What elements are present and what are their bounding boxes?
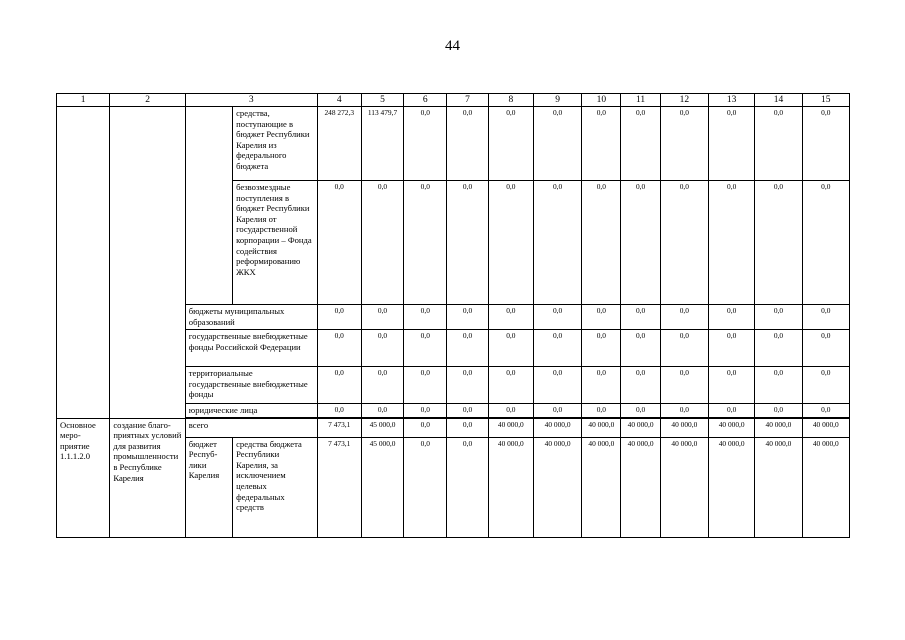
header-cell: 11 [621, 94, 660, 107]
value-cell: 0,0 [533, 107, 581, 181]
value-cell: 0,0 [709, 404, 755, 418]
source-label: государственные внебюджетные фонды Российской Федерации [185, 330, 317, 367]
value-cell: 0,0 [404, 330, 447, 367]
value-cell: 0,0 [317, 181, 361, 305]
value-cell: 0,0 [582, 107, 621, 181]
value-cell: 0,0 [621, 305, 660, 330]
value-cell: 40 000,0 [755, 437, 802, 537]
value-cell: 0,0 [709, 305, 755, 330]
value-cell: 0,0 [621, 404, 660, 418]
source-label: всего [185, 418, 317, 437]
value-cell: 0,0 [447, 305, 488, 330]
value-cell: 0,0 [755, 404, 802, 418]
value-cell: 0,0 [802, 404, 849, 418]
header-cell: 10 [582, 94, 621, 107]
value-cell: 0,0 [488, 404, 533, 418]
value-cell: 0,0 [709, 181, 755, 305]
value-cell: 0,0 [660, 367, 708, 404]
value-cell: 0,0 [802, 107, 849, 181]
value-cell: 40 000,0 [582, 418, 621, 437]
value-cell: 0,0 [447, 437, 488, 537]
header-cell: 5 [361, 94, 403, 107]
value-cell: 0,0 [404, 437, 447, 537]
value-cell: 0,0 [755, 330, 802, 367]
value-cell: 40 000,0 [621, 437, 660, 537]
value-cell: 0,0 [404, 418, 447, 437]
value-cell: 0,0 [488, 107, 533, 181]
value-cell: 0,0 [447, 181, 488, 305]
value-cell: 0,0 [621, 367, 660, 404]
empty-cell [57, 107, 110, 419]
value-cell: 40 000,0 [533, 437, 581, 537]
value-cell: 0,0 [582, 404, 621, 418]
source-label: средства, поступающие в бюджет Республики Карелия из федерального бюджета [233, 107, 318, 181]
empty-cell [185, 107, 232, 305]
header-cell: 13 [709, 94, 755, 107]
value-cell: 0,0 [582, 367, 621, 404]
value-cell: 0,0 [317, 330, 361, 367]
value-cell: 0,0 [447, 107, 488, 181]
value-cell: 0,0 [755, 305, 802, 330]
value-cell: 0,0 [447, 330, 488, 367]
value-cell: 0,0 [447, 418, 488, 437]
source-label: средства бюджета Республики Карелия, за исключением целевых федеральных средств [233, 437, 318, 537]
value-cell: 40 000,0 [488, 418, 533, 437]
value-cell: 0,0 [317, 404, 361, 418]
value-cell: 40 000,0 [709, 418, 755, 437]
value-cell: 0,0 [317, 305, 361, 330]
value-cell: 0,0 [447, 404, 488, 418]
header-cell: 9 [533, 94, 581, 107]
value-cell: 0,0 [802, 181, 849, 305]
header-cell: 1 [57, 94, 110, 107]
value-cell: 0,0 [755, 107, 802, 181]
value-cell: 0,0 [488, 330, 533, 367]
value-cell: 0,0 [533, 330, 581, 367]
value-cell: 0,0 [621, 107, 660, 181]
funding-table [56, 93, 850, 538]
value-cell: 0,0 [317, 367, 361, 404]
value-cell: 0,0 [361, 305, 403, 330]
value-cell: 0,0 [582, 330, 621, 367]
value-cell: 0,0 [404, 404, 447, 418]
header-cell: 7 [447, 94, 488, 107]
value-cell: 0,0 [660, 181, 708, 305]
value-cell: 40 000,0 [802, 418, 849, 437]
value-cell: 0,0 [404, 367, 447, 404]
value-cell: 0,0 [404, 181, 447, 305]
header-cell: 14 [755, 94, 802, 107]
header-cell: 2 [110, 94, 185, 107]
value-cell: 40 000,0 [709, 437, 755, 537]
value-cell: 40 000,0 [755, 418, 802, 437]
value-cell: 0,0 [660, 305, 708, 330]
header-cell: 12 [660, 94, 708, 107]
value-cell: 7 473,1 [317, 437, 361, 537]
source-label: бюджеты муниципальных образований [185, 305, 317, 330]
event-number: Основное мероприятие 1.1.1.2.0 [57, 418, 110, 537]
value-cell: 0,0 [755, 367, 802, 404]
value-cell: 45 000,0 [361, 418, 403, 437]
value-cell: 0,0 [621, 330, 660, 367]
value-cell: 0,0 [660, 404, 708, 418]
value-cell: 0,0 [533, 367, 581, 404]
value-cell: 0,0 [533, 404, 581, 418]
source-label: бюджет Республики Карелия [185, 437, 232, 537]
value-cell: 0,0 [488, 367, 533, 404]
header-cell: 8 [488, 94, 533, 107]
value-cell: 248 272,3 [317, 107, 361, 181]
value-cell: 0,0 [361, 404, 403, 418]
value-cell: 40 000,0 [660, 418, 708, 437]
value-cell: 0,0 [404, 107, 447, 181]
value-cell: 40 000,0 [621, 418, 660, 437]
source-label: безвозмездные поступления в бюджет Республики Карелия от государственной корпорации – Фонда содействия реформированию ЖКХ [233, 181, 318, 305]
source-label: юридические лица [185, 404, 317, 418]
value-cell: 40 000,0 [488, 437, 533, 537]
value-cell: 7 473,1 [317, 418, 361, 437]
value-cell: 0,0 [802, 330, 849, 367]
value-cell: 0,0 [660, 107, 708, 181]
value-cell: 0,0 [660, 330, 708, 367]
value-cell: 45 000,0 [361, 437, 403, 537]
empty-cell [110, 107, 185, 419]
value-cell: 0,0 [533, 305, 581, 330]
value-cell: 0,0 [361, 181, 403, 305]
header-row [57, 94, 850, 107]
header-cell: 4 [317, 94, 361, 107]
value-cell: 0,0 [755, 181, 802, 305]
value-cell: 0,0 [802, 367, 849, 404]
value-cell: 0,0 [488, 181, 533, 305]
value-cell: 0,0 [533, 181, 581, 305]
value-cell: 0,0 [582, 181, 621, 305]
value-cell: 0,0 [709, 367, 755, 404]
value-cell: 113 479,7 [361, 107, 403, 181]
value-cell: 0,0 [361, 330, 403, 367]
value-cell: 0,0 [709, 330, 755, 367]
value-cell: 0,0 [582, 305, 621, 330]
value-cell: 40 000,0 [660, 437, 708, 537]
value-cell: 0,0 [488, 305, 533, 330]
header-cell: 6 [404, 94, 447, 107]
header-cell: 15 [802, 94, 849, 107]
header-cell: 3 [185, 94, 317, 107]
value-cell: 0,0 [621, 181, 660, 305]
value-cell: 0,0 [447, 367, 488, 404]
page-number: 44 [445, 38, 460, 54]
event-name: создание благоприятных условий для развития промышленности в Республике Карелия [110, 418, 185, 537]
value-cell: 40 000,0 [802, 437, 849, 537]
source-label: территориальные государственные внебюджетные фонды [185, 367, 317, 404]
table-row [57, 418, 850, 437]
value-cell: 0,0 [802, 305, 849, 330]
value-cell: 40 000,0 [533, 418, 581, 437]
table-row [57, 107, 850, 181]
value-cell: 0,0 [709, 107, 755, 181]
value-cell: 0,0 [361, 367, 403, 404]
value-cell: 40 000,0 [582, 437, 621, 537]
value-cell: 0,0 [404, 305, 447, 330]
